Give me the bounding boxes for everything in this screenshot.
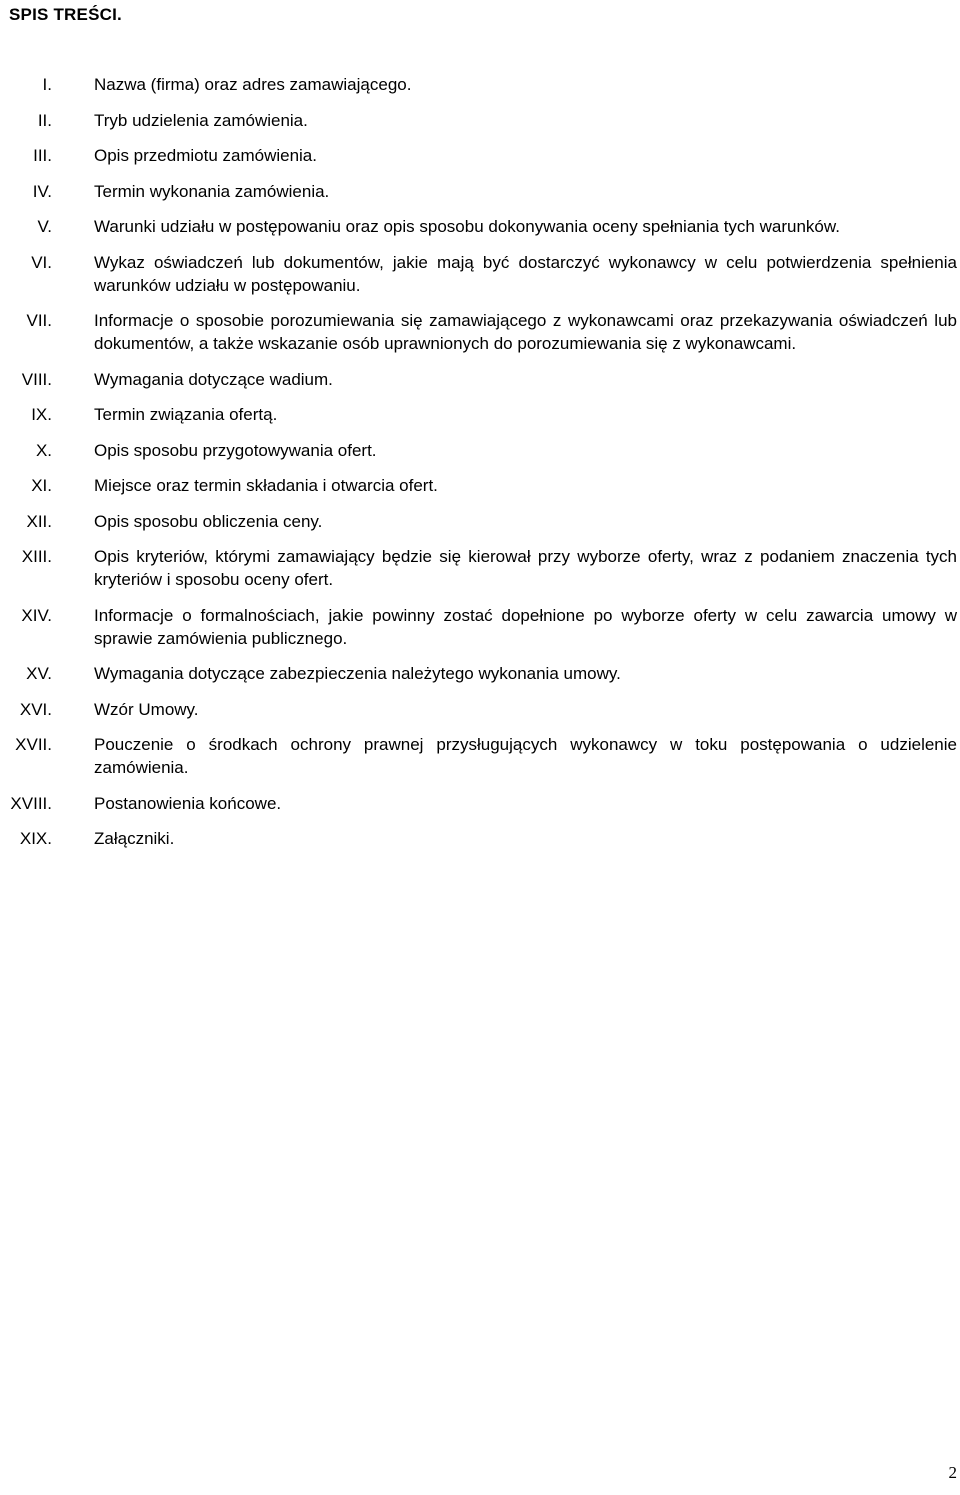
toc-item-4 [0, 180, 960, 203]
toc-item-14 [0, 604, 960, 650]
toc-number: III. [33, 146, 52, 165]
toc-text: Termin wykonania zamówienia. [94, 181, 330, 201]
toc-text: Tryb udzielenia zamówienia. [94, 110, 308, 130]
toc-item-17 [0, 733, 960, 779]
toc-number: XIV. [21, 605, 52, 625]
page-number: 2 [948, 1463, 957, 1482]
toc-number: I. [42, 75, 52, 94]
table-of-contents [0, 73, 960, 863]
toc-item-6 [0, 251, 960, 297]
toc-number: XIII. [21, 547, 52, 566]
toc-text: Opis kryteriów, którymi zamawiający będzie się kierował przy wyborze oferty, wraz z podaniem znaczenia tych kryteriów i sposobu oceny ofert. [94, 547, 957, 589]
toc-text: Wymagania dotyczące zabezpieczenia należytego wykonania umowy. [94, 664, 621, 683]
toc-item-1 [0, 73, 960, 96]
toc-number: XIX. [19, 829, 52, 848]
toc-item-16 [0, 698, 960, 721]
toc-item-10 [0, 439, 960, 462]
toc-text: Nazwa (firma) oraz adres zamawiającego. [94, 75, 412, 94]
toc-text: Informacje o sposobie porozumiewania się zamawiającego z wykonawcami oraz przekazywania oświadczeń lub dokumentów, a także wskazanie osób uprawnionych do porozumiewania się z wykonawcami. [94, 311, 957, 353]
toc-text: Wykaz oświadczeń lub dokumentów, jakie mają być dostarczyć wykonawcy w celu potwierdzenia spełnienia warunków udziału w postępowaniu. [94, 252, 957, 295]
page-title: SPIS TREŚCI. [9, 5, 122, 24]
toc-number: IX. [31, 405, 52, 424]
toc-item-9 [0, 403, 960, 426]
toc-number: II. [37, 110, 52, 130]
toc-text: Termin związania ofertą. [94, 405, 278, 424]
toc-number: XI. [31, 476, 52, 495]
toc-number: X. [35, 440, 52, 460]
toc-text: Opis sposobu obliczenia ceny. [94, 511, 323, 531]
toc-number: VII. [26, 311, 52, 330]
toc-text: Załączniki. [94, 829, 175, 848]
toc-number: XVIII. [10, 793, 52, 813]
toc-text: Informacje o formalnościach, jakie powinny zostać dopełnione po wyborze oferty w celu zawarcia umowy w sprawie zamówienia publicznego. [94, 605, 957, 648]
toc-number: VI. [31, 252, 52, 272]
toc-item-7 [0, 309, 960, 355]
toc-item-19 [0, 827, 960, 850]
toc-text: Postanowienia końcowe. [94, 793, 282, 813]
toc-number: XVI. [19, 699, 52, 719]
toc-item-2 [0, 109, 960, 132]
toc-text: Opis przedmiotu zamówienia. [94, 146, 317, 165]
toc-number: XVII. [15, 735, 52, 754]
toc-item-13 [0, 545, 960, 591]
toc-number: XII. [26, 511, 52, 531]
toc-item-12 [0, 510, 960, 533]
toc-number: V. [37, 217, 52, 236]
toc-item-11 [0, 474, 960, 497]
toc-item-18 [0, 792, 960, 815]
toc-number: XV. [26, 664, 52, 683]
toc-number: VIII. [21, 369, 52, 389]
toc-text: Opis sposobu przygotowywania ofert. [94, 440, 377, 460]
toc-text: Wymagania dotyczące wadium. [94, 369, 333, 389]
toc-number: IV. [32, 181, 52, 201]
toc-item-5 [0, 215, 960, 238]
toc-item-15 [0, 662, 960, 685]
toc-text: Wzór Umowy. [94, 699, 199, 719]
toc-item-8 [0, 368, 960, 391]
toc-item-3 [0, 144, 960, 167]
toc-text: Miejsce oraz termin składania i otwarcia ofert. [94, 476, 438, 495]
toc-text: Warunki udziału w postępowaniu oraz opis sposobu dokonywania oceny spełniania tych warunków. [94, 217, 840, 236]
toc-text: Pouczenie o środkach ochrony prawnej przysługujących wykonawcy w toku postępowania o udzielenie zamówienia. [94, 735, 957, 777]
